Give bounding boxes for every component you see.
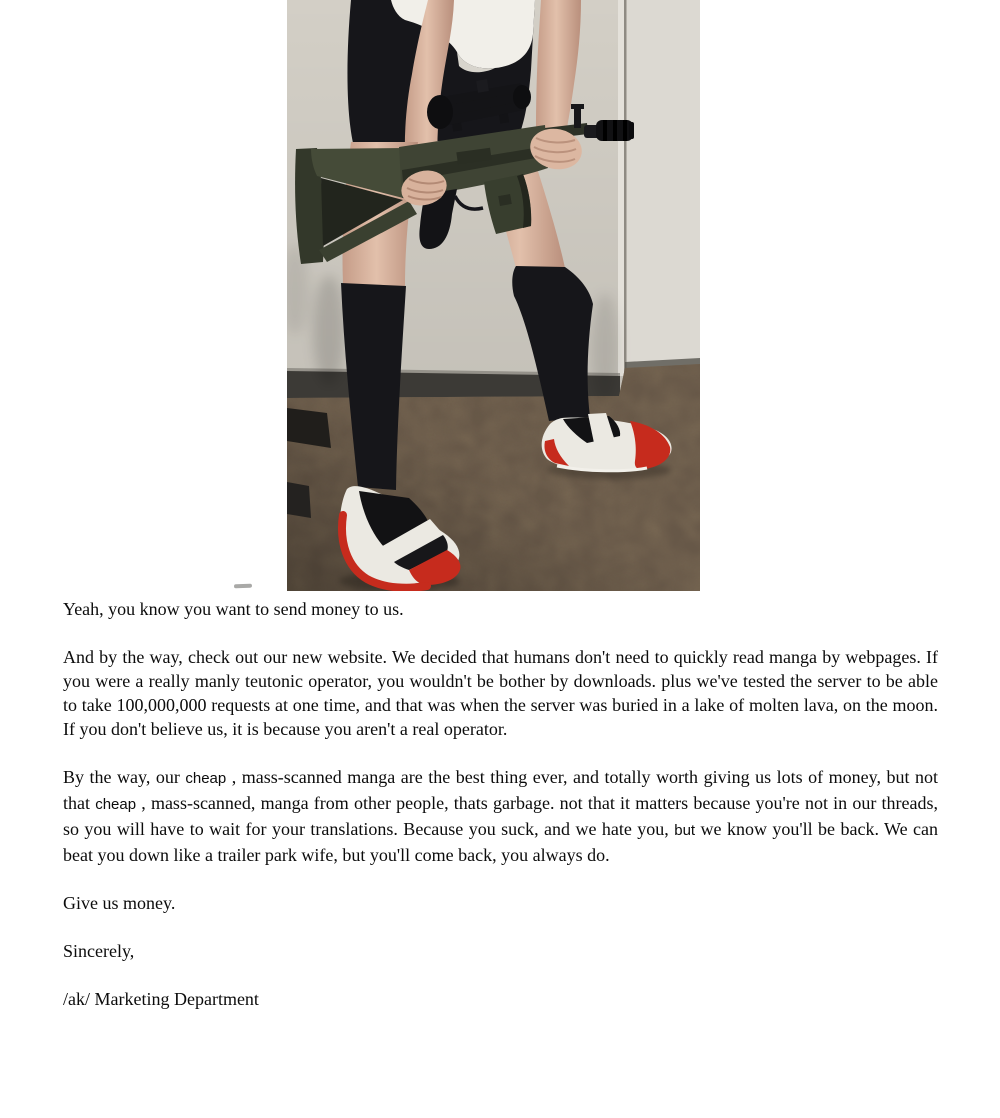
text-segment: we know you'll be back. We can beat you down like a trailer park wife, but you'll come back, you always do. <box>63 819 938 865</box>
paragraph-give-money: Give us money. <box>63 893 176 913</box>
word-cheap: cheap <box>95 796 137 813</box>
text-segment: , mass-scanned, manga from other people, thats garbage. not that it matters because you're not in our threads, so you will have to wait for your translations. Because you suck, and we hate you, <box>63 793 938 839</box>
photo-illustration <box>287 0 700 591</box>
word-cheap: cheap <box>185 770 227 787</box>
photo <box>287 0 700 591</box>
text-segment: , mass-scanned manga are the best thing ever, and totally worth giving us lots of money, but not that <box>63 767 938 813</box>
text-segment: By the way, our <box>63 767 186 787</box>
paragraph-intro: Yeah, you know you want to send money to us. <box>63 599 404 619</box>
signature-ak-marketing: /ak/ Marketing Department <box>63 989 259 1009</box>
letter-body <box>63 597 938 1035</box>
paragraph-website: And by the way, check out our new website. We decided that humans don't need to quickly read manga by webpages. If you were a really manly teutonic operator, you wouldn't be bother by downloads. plus we've tested the server to be able to take 100,000,000 requests at one time, and that was when the server was buried in a lake of molten lava, on the moon. If you don't believe us, it is because you aren't a real operator. <box>63 647 938 739</box>
paragraph-manga <box>63 765 938 867</box>
door <box>618 0 700 376</box>
closing-sincerely: Sincerely, <box>63 941 135 961</box>
word-but: but <box>674 822 696 839</box>
photo-edge-artifact <box>234 584 252 589</box>
